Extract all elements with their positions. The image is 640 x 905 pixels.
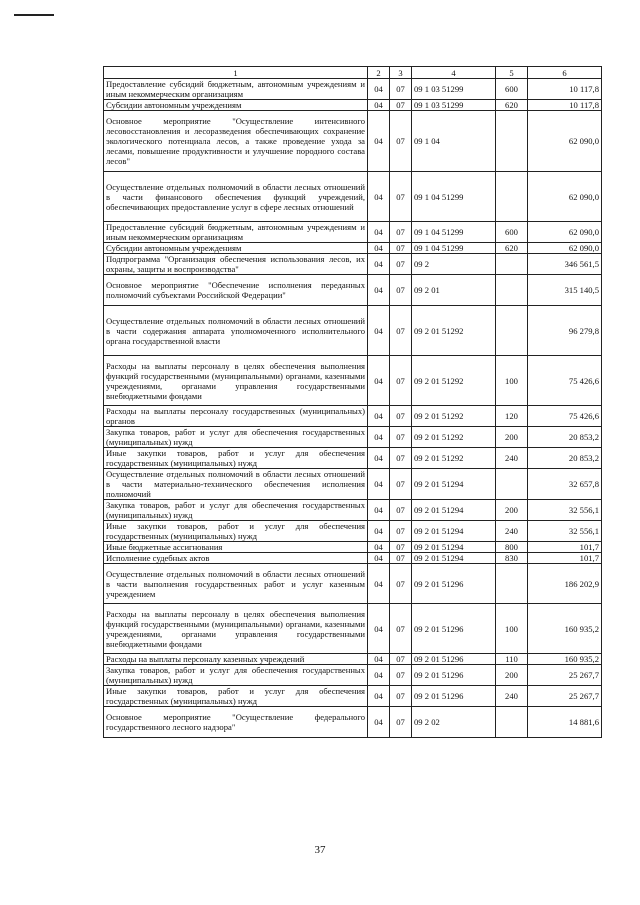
- subsection-code-cell: 07: [390, 100, 412, 111]
- expense-name-cell: Основное мероприятие "Обеспечение исполнения переданных полномочий субъектами Российской Федерации": [104, 275, 368, 306]
- amount-cell: 346 561,5: [528, 254, 602, 275]
- amount-cell: 32 556,1: [528, 500, 602, 521]
- amount-cell: 25 267,7: [528, 686, 602, 707]
- section-code-cell: 04: [368, 111, 390, 172]
- header-cell: 3: [390, 67, 412, 79]
- table-row: [104, 100, 602, 111]
- expense-name-cell: Закупка товаров, работ и услуг для обеспечения государственных (муниципальных) нужд: [104, 427, 368, 448]
- amount-cell: 62 090,0: [528, 222, 602, 243]
- target-article-cell: 09 2 01 51296: [412, 686, 496, 707]
- subsection-code-cell: 07: [390, 222, 412, 243]
- amount-cell: 75 426,6: [528, 356, 602, 406]
- subsection-code-cell: 07: [390, 686, 412, 707]
- expense-type-cell: [496, 172, 528, 222]
- section-code-cell: 04: [368, 172, 390, 222]
- expense-type-cell: [496, 254, 528, 275]
- expense-type-cell: 200: [496, 427, 528, 448]
- amount-cell: 25 267,7: [528, 665, 602, 686]
- section-code-cell: 04: [368, 604, 390, 654]
- expense-name-cell: Исполнение судебных актов: [104, 553, 368, 564]
- expense-type-cell: 600: [496, 222, 528, 243]
- amount-cell: 20 853,2: [528, 448, 602, 469]
- header-cell: 5: [496, 67, 528, 79]
- amount-cell: 10 117,8: [528, 100, 602, 111]
- section-code-cell: 04: [368, 665, 390, 686]
- section-code-cell: 04: [368, 79, 390, 100]
- subsection-code-cell: 07: [390, 542, 412, 553]
- subsection-code-cell: 07: [390, 111, 412, 172]
- subsection-code-cell: 07: [390, 306, 412, 356]
- target-article-cell: 09 1 03 51299: [412, 100, 496, 111]
- target-article-cell: 09 1 04 51299: [412, 243, 496, 254]
- target-article-cell: 09 2 01 51294: [412, 469, 496, 500]
- subsection-code-cell: 07: [390, 172, 412, 222]
- header-cell: 4: [412, 67, 496, 79]
- table-header-row: [104, 67, 602, 79]
- table-row: [104, 356, 602, 406]
- section-code-cell: 04: [368, 406, 390, 427]
- expense-name-cell: Расходы на выплаты персоналу в целях обеспечения выполнения функций государственными (муниципальными) органами, казенными учреждениями, органами управления государственными внебюджетными фондами: [104, 356, 368, 406]
- expense-name-cell: Основное мероприятие "Осуществление интенсивного лесовосстановления и лесоразведения обеспечивающих сохранение экологического потенциала лесов, а также проведение ухода за лесами, повышение продуктивности и улучшение породного состава лесов": [104, 111, 368, 172]
- expense-type-cell: [496, 707, 528, 738]
- section-code-cell: 04: [368, 222, 390, 243]
- table-row: [104, 427, 602, 448]
- section-code-cell: 04: [368, 707, 390, 738]
- subsection-code-cell: 07: [390, 604, 412, 654]
- subsection-code-cell: 07: [390, 564, 412, 604]
- amount-cell: 101,7: [528, 542, 602, 553]
- table-row: [104, 521, 602, 542]
- amount-cell: 20 853,2: [528, 427, 602, 448]
- section-code-cell: 04: [368, 564, 390, 604]
- expense-name-cell: Иные закупки товаров, работ и услуг для обеспечения государственных (муниципальных) нужд: [104, 448, 368, 469]
- section-code-cell: 04: [368, 469, 390, 500]
- expense-type-cell: 620: [496, 243, 528, 254]
- table-row: [104, 500, 602, 521]
- amount-cell: 32 556,1: [528, 521, 602, 542]
- target-article-cell: 09 1 04 51299: [412, 222, 496, 243]
- expense-type-cell: [496, 564, 528, 604]
- expense-type-cell: 100: [496, 356, 528, 406]
- amount-cell: 186 202,9: [528, 564, 602, 604]
- target-article-cell: 09 2 01 51294: [412, 521, 496, 542]
- amount-cell: 62 090,0: [528, 243, 602, 254]
- expense-name-cell: Предоставление субсидий бюджетным, автономным учреждениям и иным некоммерческим организациям: [104, 79, 368, 100]
- target-article-cell: 09 2 01 51296: [412, 604, 496, 654]
- section-code-cell: 04: [368, 448, 390, 469]
- target-article-cell: 09 2 01 51292: [412, 448, 496, 469]
- expense-name-cell: Осуществление отдельных полномочий в области лесных отношений в части финансового обеспечения функций учреждений, обеспечивающих предоставление услуг в сфере лесных отношений: [104, 172, 368, 222]
- page-number: 37: [314, 844, 326, 856]
- section-code-cell: 04: [368, 243, 390, 254]
- section-code-cell: 04: [368, 275, 390, 306]
- scan-corner-mark: [14, 14, 54, 16]
- target-article-cell: 09 2 01 51294: [412, 500, 496, 521]
- expense-name-cell: Субсидии автономным учреждениям: [104, 100, 368, 111]
- budget-table-body: [104, 67, 602, 738]
- table-row: [104, 469, 602, 500]
- expense-name-cell: Предоставление субсидий бюджетным, автономным учреждениям и иным некоммерческим организациям: [104, 222, 368, 243]
- subsection-code-cell: 07: [390, 243, 412, 254]
- table-row: [104, 306, 602, 356]
- subsection-code-cell: 07: [390, 553, 412, 564]
- section-code-cell: 04: [368, 254, 390, 275]
- amount-cell: 62 090,0: [528, 111, 602, 172]
- expense-type-cell: 800: [496, 542, 528, 553]
- expense-name-cell: Иные закупки товаров, работ и услуг для обеспечения государственных (муниципальных) нужд: [104, 521, 368, 542]
- expense-type-cell: [496, 306, 528, 356]
- expense-name-cell: Расходы на выплаты персоналу казенных учреждений: [104, 654, 368, 665]
- table-row: [104, 172, 602, 222]
- table-row: [104, 542, 602, 553]
- section-code-cell: 04: [368, 427, 390, 448]
- target-article-cell: 09 1 03 51299: [412, 79, 496, 100]
- section-code-cell: 04: [368, 356, 390, 406]
- table-row: [104, 448, 602, 469]
- subsection-code-cell: 07: [390, 275, 412, 306]
- subsection-code-cell: 07: [390, 254, 412, 275]
- section-code-cell: 04: [368, 553, 390, 564]
- expense-type-cell: [496, 111, 528, 172]
- table-row: [104, 222, 602, 243]
- expense-type-cell: 240: [496, 448, 528, 469]
- expense-name-cell: Основное мероприятие "Осуществление федерального государственного лесного надзора": [104, 707, 368, 738]
- subsection-code-cell: 07: [390, 521, 412, 542]
- amount-cell: 315 140,5: [528, 275, 602, 306]
- expense-type-cell: [496, 469, 528, 500]
- expense-name-cell: Осуществление отдельных полномочий в области лесных отношений в части выполнения государственных работ и услуг казенным учреждением: [104, 564, 368, 604]
- table-row: [104, 254, 602, 275]
- header-cell: 2: [368, 67, 390, 79]
- subsection-code-cell: 07: [390, 356, 412, 406]
- expense-name-cell: Осуществление отдельных полномочий в области лесных отношений в части материально-технического обеспечения исполнения полномочий: [104, 469, 368, 500]
- subsection-code-cell: 07: [390, 500, 412, 521]
- table-row: [104, 79, 602, 100]
- target-article-cell: 09 2 01 51292: [412, 306, 496, 356]
- subsection-code-cell: 07: [390, 79, 412, 100]
- expense-type-cell: 120: [496, 406, 528, 427]
- target-article-cell: 09 2 01 51294: [412, 553, 496, 564]
- amount-cell: 160 935,2: [528, 604, 602, 654]
- expense-name-cell: Субсидии автономным учреждениям: [104, 243, 368, 254]
- target-article-cell: 09 2 01: [412, 275, 496, 306]
- expense-name-cell: Иные закупки товаров, работ и услуг для обеспечения государственных (муниципальных) нужд: [104, 686, 368, 707]
- expense-type-cell: 830: [496, 553, 528, 564]
- table-row: [104, 654, 602, 665]
- amount-cell: 75 426,6: [528, 406, 602, 427]
- amount-cell: 101,7: [528, 553, 602, 564]
- target-article-cell: 09 2 01 51296: [412, 665, 496, 686]
- expense-type-cell: 240: [496, 521, 528, 542]
- section-code-cell: 04: [368, 521, 390, 542]
- subsection-code-cell: 07: [390, 427, 412, 448]
- header-cell: 6: [528, 67, 602, 79]
- section-code-cell: 04: [368, 686, 390, 707]
- target-article-cell: 09 2 01 51294: [412, 542, 496, 553]
- target-article-cell: 09 2 01 51296: [412, 654, 496, 665]
- table-row: [104, 686, 602, 707]
- section-code-cell: 04: [368, 100, 390, 111]
- section-code-cell: 04: [368, 306, 390, 356]
- subsection-code-cell: 07: [390, 469, 412, 500]
- expense-name-cell: Закупка товаров, работ и услуг для обеспечения государственных (муниципальных) нужд: [104, 665, 368, 686]
- table-row: [104, 275, 602, 306]
- amount-cell: 32 657,8: [528, 469, 602, 500]
- table-row: [104, 707, 602, 738]
- target-article-cell: 09 2 01 51292: [412, 356, 496, 406]
- table-row: [104, 564, 602, 604]
- table-row: [104, 553, 602, 564]
- expense-name-cell: Расходы на выплаты персоналу в целях обеспечения выполнения функций государственными (муниципальными) органами, казенными учреждениями, органами управления государственными внебюджетными фондами: [104, 604, 368, 654]
- subsection-code-cell: 07: [390, 707, 412, 738]
- subsection-code-cell: 07: [390, 665, 412, 686]
- amount-cell: 14 881,6: [528, 707, 602, 738]
- table-row: [104, 604, 602, 654]
- expense-name-cell: Закупка товаров, работ и услуг для обеспечения государственных (муниципальных) нужд: [104, 500, 368, 521]
- amount-cell: 62 090,0: [528, 172, 602, 222]
- expense-type-cell: 110: [496, 654, 528, 665]
- target-article-cell: 09 2: [412, 254, 496, 275]
- amount-cell: 160 935,2: [528, 654, 602, 665]
- target-article-cell: 09 1 04 51299: [412, 172, 496, 222]
- expense-type-cell: 100: [496, 604, 528, 654]
- target-article-cell: 09 2 01 51292: [412, 406, 496, 427]
- table-row: [104, 111, 602, 172]
- expense-name-cell: Расходы на выплаты персоналу государственных (муниципальных) органов: [104, 406, 368, 427]
- target-article-cell: 09 2 02: [412, 707, 496, 738]
- table-row: [104, 243, 602, 254]
- expense-name-cell: Осуществление отдельных полномочий в области лесных отношений в части содержания аппарата уполномоченного исполнительного органа государственной власти: [104, 306, 368, 356]
- target-article-cell: 09 1 04: [412, 111, 496, 172]
- subsection-code-cell: 07: [390, 654, 412, 665]
- amount-cell: 96 279,8: [528, 306, 602, 356]
- section-code-cell: 04: [368, 654, 390, 665]
- subsection-code-cell: 07: [390, 406, 412, 427]
- target-article-cell: 09 2 01 51296: [412, 564, 496, 604]
- expense-type-cell: 200: [496, 500, 528, 521]
- expense-type-cell: 600: [496, 79, 528, 100]
- target-article-cell: 09 2 01 51292: [412, 427, 496, 448]
- section-code-cell: 04: [368, 500, 390, 521]
- subsection-code-cell: 07: [390, 448, 412, 469]
- expense-type-cell: 200: [496, 665, 528, 686]
- expense-name-cell: Иные бюджетные ассигнования: [104, 542, 368, 553]
- expense-type-cell: [496, 275, 528, 306]
- expense-type-cell: 620: [496, 100, 528, 111]
- header-cell: 1: [104, 67, 368, 79]
- expense-type-cell: 240: [496, 686, 528, 707]
- amount-cell: 10 117,8: [528, 79, 602, 100]
- section-code-cell: 04: [368, 542, 390, 553]
- table-row: [104, 406, 602, 427]
- budget-table: [103, 66, 602, 738]
- expense-name-cell: Подпрограмма "Организация обеспечения использования лесов, их охраны, защиты и воспроизводства": [104, 254, 368, 275]
- table-row: [104, 665, 602, 686]
